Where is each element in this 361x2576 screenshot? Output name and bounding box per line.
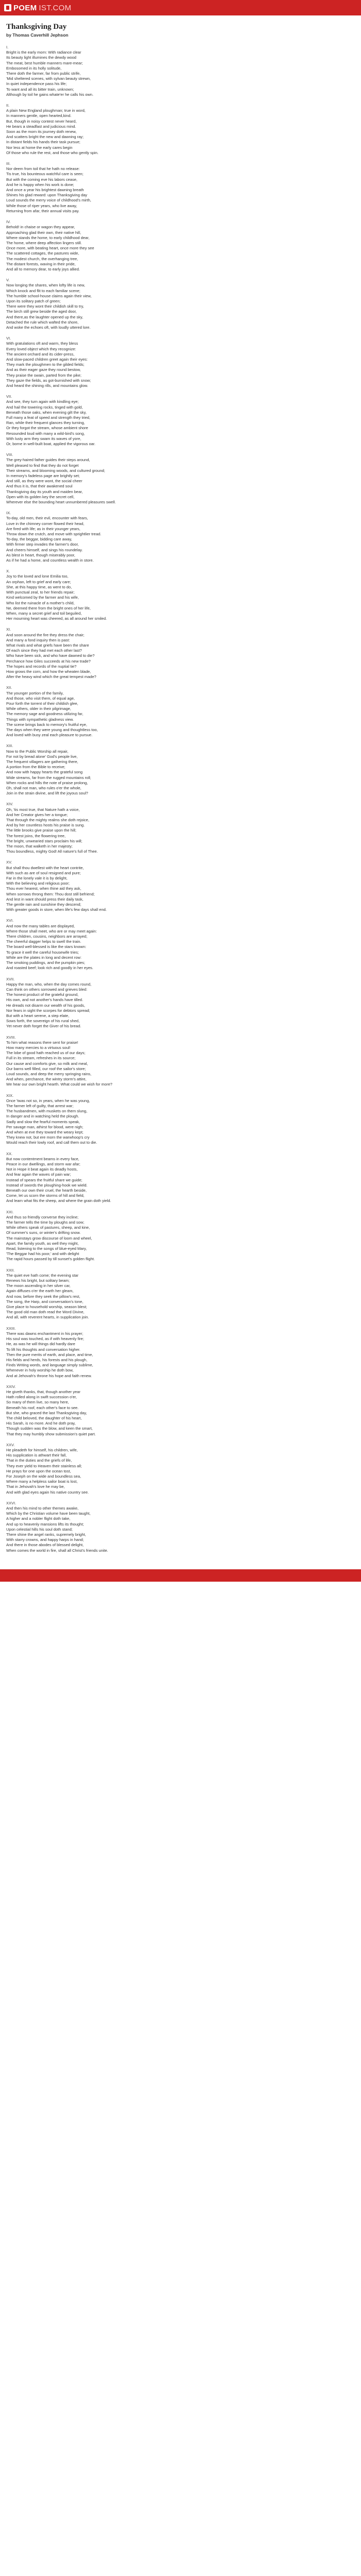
- poem-line: Of those who rule the rest, and those who gently spin.: [6, 150, 99, 155]
- poem-line: Our barns well filled, our roof the sailor's store;: [6, 1066, 86, 1071]
- poem-line: Resounded loud with many a wild-bird's song,: [6, 431, 85, 436]
- stanza-numeral: XXII.: [6, 1267, 15, 1273]
- poem-line: He bears a steadfast and judicious mind.: [6, 124, 76, 129]
- poem-line: She, at this happy time, as went to do,: [6, 584, 72, 589]
- poem-line: But, though in noisy contest never heard,: [6, 118, 77, 124]
- poem-line: There was dawns enchantment in his prayer;: [6, 1331, 84, 1336]
- stanza: [6, 1210, 355, 1262]
- poem-line: That in the duties and the griefs of life,: [6, 1458, 72, 1463]
- poem-line: And now, before they seek the pillow's rest,: [6, 1294, 80, 1299]
- poem-line: His own, and not another's hands have tilled.: [6, 997, 84, 1003]
- stanza-numeral: XIV.: [6, 802, 13, 807]
- stanza-numeral: XIII.: [6, 743, 13, 749]
- author-link[interactable]: by Thomas Caverhill Jephson: [6, 32, 69, 38]
- poem-line: Nor fears in sight the scorpes for debtors spread;: [6, 1008, 90, 1013]
- poem-line: We hear our own bright hearth. What could we wish for more?: [6, 1082, 112, 1087]
- poem-line: With greater goods in store, when life's few days shall end.: [6, 907, 107, 912]
- poem-line: In manners gentle, open hearted,kind.: [6, 113, 72, 118]
- poem-line: With punctual zeal, to her friends repair;: [6, 590, 75, 595]
- poem-line: Of summer's suns, or winter's drifting snow.: [6, 1230, 81, 1235]
- poem-line: As if he had a home, and countless wealth in store.: [6, 558, 94, 563]
- poem-line: The rapid hours passed by till sunset's golden flight.: [6, 1257, 95, 1262]
- poem-line: The frequent villagers are gathering there,: [6, 759, 78, 764]
- poem-line: With the believing and religious poor;: [6, 881, 70, 886]
- stanza-numeral: XXI.: [6, 1209, 14, 1214]
- poem-line: His supplication is athwart their fall,: [6, 1453, 67, 1458]
- poem-line: His fields and herds, his forests and his plough,: [6, 1357, 88, 1362]
- poem-line: A higher and a nobler flight doth take,: [6, 1516, 71, 1521]
- poem-line: The song, the Harp, and conversation's tone,: [6, 1299, 84, 1304]
- poem-line: The meat, best humble manners mare-mear;: [6, 60, 83, 65]
- stanza: [6, 1326, 355, 1379]
- stanza: [6, 1443, 355, 1495]
- poem-line: They praise the swain, parted from the pike;: [6, 372, 81, 378]
- poem-line: How many mercies to a virtuous soul!: [6, 1045, 71, 1050]
- poem-line: While others, older in their pilgrimage,: [6, 706, 71, 711]
- poem-line: Peace in our dwellings, and storm war afar;: [6, 1162, 80, 1166]
- poem-line: The husbandmen, with muskets on them slung,: [6, 1109, 88, 1114]
- poem-line: Who have been sick, and who have dawned to die?: [6, 653, 95, 658]
- poem-line: He dreads not disarm our wealth of his goods,: [6, 1003, 85, 1008]
- poem-line: Sadly and slow the fearful moments speak,: [6, 1119, 80, 1124]
- poem-line: He, as was he will things did hardly dare: [6, 1342, 75, 1347]
- poem-line: The mainstays grow discourse of loom and wheel,: [6, 1235, 92, 1241]
- poem-line: And now the many tables are displayed,: [6, 923, 75, 928]
- poem-line: His soul was touched, as if with heavenly fire;: [6, 1336, 84, 1342]
- stanza: [6, 918, 355, 971]
- poem-line: The lobe of good hath reached us of our days;: [6, 1050, 86, 1056]
- poem-line: And there,as the laughter opened up the sky,: [6, 314, 84, 319]
- stanza: [6, 45, 355, 97]
- poem-line: Though sudden was the blow, and keen the smart,: [6, 1426, 93, 1431]
- stanza: [6, 1384, 355, 1437]
- poem-line: The distant forests, waving in their pride,: [6, 261, 76, 266]
- poem-line: And lest in want should press their daily task,: [6, 896, 84, 902]
- poem-line: He prays for one upon the ocean tost,: [6, 1468, 71, 1473]
- stanza-numeral: XX.: [6, 1151, 13, 1156]
- poem-line: And scatters bright the new and dawning ray;: [6, 134, 84, 140]
- poem-line: Wide streams, far from the rugged mountains roll;: [6, 775, 91, 780]
- poem-line: But shall thou dwellest with the heart contrite,: [6, 865, 84, 870]
- stanza: [6, 103, 355, 156]
- poem-line: Are fired with life; as in their younger years,: [6, 526, 80, 531]
- stanza-numeral: V.: [6, 278, 10, 283]
- poem-line: And roasted beef; look rich and goodly in her eyes.: [6, 965, 93, 971]
- poem-line: And up to heavenly mansions lifts its thought;: [6, 1521, 84, 1527]
- stanza-numeral: XXIII.: [6, 1326, 16, 1331]
- poem-line: Shines his glad reward: upon Thanksgiving day: [6, 193, 88, 198]
- stanza: [6, 977, 355, 1029]
- poem-line: Oh, 'tis most true, that Nature hath a voice,: [6, 807, 80, 812]
- poem-line: The ancient orchard and its cider-press,: [6, 351, 75, 357]
- poem-line: The scattered cottages, the pastures wide,: [6, 251, 79, 256]
- poem-line: Full in its stream, refreshes in its source;: [6, 1056, 76, 1061]
- poem-line: Would reach their lowly roof, and call them out to die.: [6, 1140, 97, 1145]
- poem-line: He pleadeth for himself, his children, wife,: [6, 1447, 78, 1452]
- poem-line: The farmer tells the time by ploughs and sow;: [6, 1220, 85, 1225]
- stanza-numeral: II.: [6, 103, 10, 108]
- poem-line: The cheerful dagger helps to swell the train.: [6, 939, 81, 944]
- stanza-numeral: XVIII.: [6, 1035, 16, 1040]
- poem-line: With starry crowns, and happy harps in hand;: [6, 1537, 84, 1543]
- stanza: [6, 452, 355, 505]
- poem-line: The board well-blessed is like the stars known:: [6, 944, 87, 950]
- poem-line: To lift his thoughts and conversation higher.: [6, 1347, 80, 1352]
- poem-line: After the heavy wind which the great tempest made?: [6, 674, 96, 680]
- poem-line: And hail the towering rocks, tinged with gold,: [6, 404, 83, 410]
- poem-line: The moon, that walketh in her majesty;: [6, 844, 73, 849]
- stanza: [6, 1151, 355, 1204]
- poem-line: Wherever else the bounding heart unnumbered pleasures swell.: [6, 500, 116, 505]
- poem-line: Loud sounds, and deep the merry springing rains,: [6, 1071, 92, 1076]
- poem-line: Loud sounds the merry voice of childhood's mirth,: [6, 198, 91, 203]
- poem-line: Now to the Public Worship all repair,: [6, 749, 69, 754]
- poem-line: And cheers himself, and sings his roundelay.: [6, 547, 83, 552]
- poem-line: They gaze the fields, as got-burnished with snow;: [6, 378, 91, 383]
- poem-line: Beneath his roof, each other's face to see.: [6, 1405, 79, 1410]
- poem-line: There doth the farmer, far from public strife,: [6, 71, 81, 76]
- poem-line: His Sarah, is no more. And he doth pray,: [6, 1421, 76, 1426]
- poem-line: Where many a helpless sailor boat is lost,: [6, 1479, 78, 1484]
- poem-line: The moon ascending in her silver car,: [6, 1283, 71, 1289]
- poem-line: Bright is the early morn: With radiance clear: [6, 50, 81, 55]
- stanza-numeral: IV.: [6, 219, 11, 225]
- poem-line: Well pleased to find that they do not forget: [6, 463, 79, 468]
- stanza: [6, 394, 355, 447]
- poem-line: There were they wont their childish skill to try,: [6, 304, 84, 309]
- poem-line: The younger portion of the family,: [6, 690, 64, 696]
- poem-line: They knew not, but ere morn the warwhoop's cry: [6, 1135, 90, 1140]
- poem-line: To grace it well the careful housewife tries;: [6, 950, 79, 955]
- poem-line: And learn what fits the sheep, and where the grain doth yield.: [6, 1198, 111, 1204]
- stanza: [6, 860, 355, 912]
- poem-line: Which by the Christian volume have been taught,: [6, 1511, 91, 1516]
- poem-line: And many a fond inquiry then is past:: [6, 637, 70, 642]
- poem-line: To-day, the beggar, bidding care away,: [6, 537, 72, 542]
- poem-line: What rivals and what griefs have been the share: [6, 642, 89, 648]
- poem-line: Upon its solitary patch of green;: [6, 298, 61, 303]
- poem-line: Detached the rule which wafted the shore,: [6, 319, 79, 325]
- poem-line: Instead of spears the fruitful share we guide;: [6, 1177, 83, 1182]
- poem-line: To-day, old men, their evil, encounter with fears,: [6, 516, 88, 521]
- poem-line: And fear again the waves of pain war;: [6, 1172, 71, 1177]
- stanza: [6, 685, 355, 738]
- poem-line: He giveth thanks, that, though another year: [6, 1389, 80, 1394]
- poem-line: Where stands the home, to early childhood dear,: [6, 235, 90, 240]
- poem-line: Give place to household worship, season blest;: [6, 1304, 87, 1310]
- stanza-numeral: X.: [6, 569, 10, 574]
- poem-line: And her Creator gives her a tongue;: [6, 812, 68, 817]
- poem-line: And as their eager gaze they round bestow,: [6, 367, 81, 372]
- poem-line: That through the mighty realms she doth rejoice,: [6, 818, 89, 823]
- poem-line: The scene brings back to memory's fruitful eye,: [6, 722, 87, 727]
- poem-line: The grey-haired father guides their steps around,: [6, 457, 90, 463]
- poem-line: And those, who visit them, of equal age,: [6, 696, 75, 701]
- poem-line: Apart, the family youth, as well they might,: [6, 1241, 79, 1246]
- stanza-numeral: XVII.: [6, 976, 15, 981]
- poem-line: As blest in heart, though miserably poor,: [6, 552, 75, 557]
- site-header: [0, 0, 361, 15]
- poem-line: Where those shall meet, who are or may meet again:: [6, 928, 97, 934]
- poem-line: The birch still grew beside the aged door,: [6, 309, 77, 314]
- poem-line: Finds Writing words, and language simply sublime,: [6, 1363, 93, 1368]
- poem-line: Although by toil he gains whate'er he calls his own.: [6, 92, 94, 97]
- poem-line: They mark the ploughmen to the gilded fields;: [6, 362, 85, 367]
- stanza-numeral: XXV.: [6, 1442, 15, 1447]
- poem-line: To want and all its bitter train, unknown;: [6, 87, 74, 92]
- poem-line: Embosomed in its holly solitude,: [6, 65, 62, 71]
- poem-line: To him what reasons there sent for praise!: [6, 1040, 78, 1045]
- stanza-numeral: IX.: [6, 511, 11, 516]
- poem-line: For not by bread alone' God's people live,: [6, 754, 78, 759]
- poem-line: And with glad eyes again his native country see.: [6, 1489, 89, 1495]
- logo-suffix: IST.COM: [39, 3, 72, 12]
- poem-line: Come, let us scorn the storms of hill and field,: [6, 1193, 85, 1198]
- poem-line: And thus it is, that their awakened soul: [6, 484, 73, 489]
- poem-content: [0, 15, 361, 1569]
- poem-line: Ran, while their frequent glances they turning,: [6, 420, 85, 426]
- poem-line: When, many a secret grief and toil beguiled,: [6, 611, 82, 616]
- site-footer: [0, 1569, 361, 1582]
- poem-line: Thou ever hearest, when thine aid they ask,: [6, 886, 81, 891]
- poem-line: Or, borne in well-built boat, applied the vigorous oar.: [6, 442, 96, 447]
- stanza-numeral: VIII.: [6, 452, 13, 457]
- poem-line: The little brooks give praise upon the hill;: [6, 828, 76, 833]
- poem-line: Happy the man, who, when the day comes round,: [6, 981, 92, 987]
- poem-line: And woke the echoes oft, with loudly uttered lore.: [6, 325, 91, 330]
- poem-line: Who list the ruinacle of a mother's child,: [6, 600, 75, 605]
- poem-line: And now with happy hearts the grateful song: [6, 770, 83, 775]
- poem-line: Beneath those oaks, when evening gilt the sky,: [6, 410, 87, 415]
- poem-line: When sorrows throng them: Thou dost still befriend;: [6, 891, 95, 896]
- poem-line: Kind welcomed by the farmer and his wife,: [6, 595, 79, 600]
- stanza: [6, 1093, 355, 1146]
- poem-line: A portion from the Bible to receive;: [6, 765, 65, 770]
- poem-line: Nor less at home the early cares begin: [6, 145, 73, 150]
- poem-line: Of each since they had met each other last?: [6, 648, 82, 653]
- poem-line: Joy to the loved and lone Emilia too,: [6, 574, 69, 579]
- poem-line: Can think on others sorrowed and grieves bled:: [6, 987, 88, 992]
- stanza-numeral: XXIV.: [6, 1384, 16, 1389]
- poem-line: And all, with reverent hearts, in supplication join.: [6, 1315, 89, 1320]
- poem-line: The honest product of the grateful ground,: [6, 992, 79, 997]
- stanza: [6, 569, 355, 621]
- poem-line: There children, cousins, neighbors are arrayed;: [6, 934, 88, 939]
- poem-line: Upon celestial hills his soul doth stand;: [6, 1527, 73, 1532]
- poem-line: While are the plates in long and decent row:: [6, 955, 81, 960]
- poem-line: Behold! in chaise or wagon they appear,: [6, 225, 75, 230]
- poem-line: The days when they were young and thoughtless too,: [6, 727, 98, 732]
- poem-title: Thanksgiving Day: [6, 23, 67, 31]
- poem-line: While those of riper years, who live away,: [6, 203, 77, 208]
- poem-line: Once 'twas not so, in years, when he was young,: [6, 1098, 90, 1103]
- poem-line: Full many a feat of speed and strength they tried,: [6, 415, 91, 420]
- poem-line: Once more, with beating heart, once more they see: [6, 246, 94, 251]
- stanza: [6, 511, 355, 563]
- poem-line: And there in those abodes of blessed delight,: [6, 1543, 84, 1548]
- poem-line: Soon as the morn its journey doth renew,: [6, 129, 77, 134]
- poem-line: The home, where deep affection lingers still.: [6, 240, 82, 245]
- poem-line: An orphan, left to grief and early care;: [6, 579, 71, 584]
- stanza: [6, 743, 355, 796]
- poem-line: Yet never doth forget the Giver of his bread.: [6, 1024, 81, 1029]
- poem-line: Thou boundless, mighty God! All nature's full of Thee.: [6, 849, 98, 854]
- poem-line: Her mourning heart was cheered, as all around her smiled.: [6, 616, 107, 621]
- poem-line: That they may humbly show submission's quiet part.: [6, 1431, 96, 1436]
- poem-line: Or they forgot the stream, whose ambient shore: [6, 426, 88, 431]
- poem-line: Now longing the shares, when lofty life is new,: [6, 283, 85, 288]
- poem-line: Love in the chimney corner flowed their head,: [6, 521, 85, 526]
- poem-line: The quiet eve hath come; the evening star: [6, 1273, 79, 1278]
- poem-line: Whenever in holy worship he doth bow,: [6, 1368, 74, 1373]
- poem-line: Things with sympathetic gladness view.: [6, 717, 74, 722]
- poem-line: The good old man doth read the Word Divine,: [6, 1310, 85, 1315]
- poem-line: Nor deem from toil that he hath no release:: [6, 166, 80, 172]
- stanza: [6, 336, 355, 388]
- logo-prefix: POEM: [13, 3, 37, 12]
- poem-line: Perchance how Giles succeeds at his new trade?: [6, 658, 91, 664]
- poem-line: The smoking puddings, and the pumpkin pies;: [6, 960, 86, 965]
- poem-line: In quiet independence pass his life;: [6, 81, 67, 87]
- poem-line: Ne, deemed there from the bright ones of her life,: [6, 605, 91, 611]
- poem-body: [6, 45, 355, 1553]
- stanza-numeral: VI.: [6, 336, 11, 341]
- poem-line: And thus so friendly converse they incline;: [6, 1214, 79, 1219]
- stanza-numeral: VII.: [6, 394, 12, 399]
- poem-line: But with the coming eve his labors cease,: [6, 177, 77, 182]
- poem-line: And he is happy when his work is done;: [6, 182, 74, 187]
- poem-line: The bright, unwearied stars proclaim his will;: [6, 838, 83, 843]
- poem-line: And once a year his brightest dawning breath: [6, 188, 84, 193]
- poem-line: The memory sage and goodness utilizing far,: [6, 711, 84, 717]
- poem-line: While others speak of pastures, sheep, and kine,: [6, 1225, 90, 1230]
- stanza-numeral: I.: [6, 45, 9, 49]
- poem-line: Their streams, and blooming woods, and cultured ground;: [6, 468, 105, 473]
- poem-line: And at Jehovah's throne his hope and faith renew.: [6, 1373, 92, 1378]
- poem-line: And then his mind to other themes awake,: [6, 1505, 79, 1511]
- poem-line: And loved with busy zeal each pleasure to pursue.: [6, 733, 93, 738]
- poem-line: So many of them live, so many here,: [6, 1400, 69, 1405]
- poem-line: When comes the world in fire, shall all Christ's friends unite.: [6, 1548, 108, 1553]
- poem-line: Tis true, his bounteous watchful care is seen;: [6, 172, 84, 177]
- poem-line: In memory's fadeless page are brightly set;: [6, 473, 80, 479]
- poem-line: And still, as they were wont, the social cheer: [6, 479, 83, 484]
- poem-line: The hopes and records of the nuptial tie?: [6, 664, 77, 669]
- poem-line: 'The Beggar had his poor,' and with delight: [6, 1251, 79, 1257]
- poem-line: In distant fields his hands their task pursue;: [6, 140, 80, 145]
- stanza-numeral: XXVI.: [6, 1500, 17, 1505]
- stanza: [6, 1035, 355, 1088]
- stanza-numeral: XIX.: [6, 1093, 14, 1098]
- poem-line: With firmer step invades the farmer's door,: [6, 542, 79, 547]
- poem-line: But she, who graced the last Thanksgiving day,: [6, 1410, 87, 1415]
- poem-line: The gentle rain and sunshine they descend;: [6, 902, 81, 907]
- stanza: [6, 161, 355, 214]
- poem-line: Join in the strain divine, and lift the joyous soul?: [6, 791, 88, 796]
- poem-line: Returning from afar, their annual visits pay.: [6, 208, 80, 213]
- stanza: [6, 1501, 355, 1553]
- stanza-numeral: XVI.: [6, 918, 14, 923]
- poem-line: Beneath our own their cruel, the hearth beside,: [6, 1188, 87, 1193]
- poem-line: With lusty arm they swam its waves of yore,: [6, 436, 81, 441]
- poem-line: But now contentment beams in every face,: [6, 1156, 79, 1161]
- stanza-numeral: III.: [6, 161, 11, 166]
- poem-line: Again diffuses o'er the earth her gleam,: [6, 1289, 74, 1294]
- poem-line: Throw down the crutch, and move with sprightlier tread.: [6, 532, 102, 537]
- poem-line: Every loved object which they recognize:: [6, 346, 76, 351]
- poem-line: There shine the angel ranks, supremely bright,: [6, 1532, 86, 1537]
- poem-line: Which knock and flit to each familiar scene;: [6, 288, 80, 293]
- poem-line: Far in the lonely vale it is by delight,: [6, 876, 68, 881]
- stanza: [6, 627, 355, 680]
- poem-line: With such as are of soul resigned and pure;: [6, 870, 81, 875]
- poem-line: And heard the shining rills, and mountains glow.: [6, 383, 88, 388]
- poem-line: And soon around the fire they dress the chair;: [6, 632, 85, 637]
- stanza-numeral: XV.: [6, 860, 12, 865]
- poem-line: And slow-paced children greet again their eyes:: [6, 357, 88, 362]
- stanza: [6, 219, 355, 272]
- poem-line: The child beloved, the daughter of his heart,: [6, 1415, 82, 1420]
- poem-line: The humble school-house claims again their view,: [6, 293, 92, 298]
- poem-line: Our cause and comforts give, so milk and meal,: [6, 1061, 88, 1066]
- poem-line: They ever yield to Heaven their stainless all;: [6, 1463, 82, 1468]
- stanza: [6, 278, 355, 330]
- poem-line: In danger and in watching held the plough.: [6, 1114, 79, 1119]
- poem-line: The forest joins, the flowering tree,: [6, 833, 66, 838]
- poem-line: And see, they turn again with kindling eye;: [6, 399, 79, 404]
- poem-line: Sows forth, the sovereign of his rural shed,: [6, 1019, 80, 1024]
- logo-icon: [4, 4, 11, 11]
- poem-line: Hath rolled along in swift succession o'er,: [6, 1395, 77, 1400]
- stanza-numeral: XI.: [6, 627, 11, 632]
- stanza: [6, 1268, 355, 1320]
- poem-line: And all to memory dear, to early joys allied.: [6, 266, 80, 272]
- poem-line: Not in Hope it beat again its deadly hosts,: [6, 1167, 78, 1172]
- poem-author[interactable]: [6, 32, 355, 38]
- poem-line: When rocks and hills the note of praise prolong,: [6, 780, 88, 785]
- poem-line: That in Jehovah's love he may be,: [6, 1484, 65, 1489]
- poem-line: 'Mid sheltered scenes, with sylvan beauty strewn,: [6, 76, 91, 81]
- site-logo[interactable]: [4, 4, 71, 12]
- poem-line: Then the pure merits of earth, and place, and time,: [6, 1352, 93, 1357]
- poem-line: Its beauty light illumines the dewdy wood: [6, 55, 76, 60]
- poem-line: And by her countless hosts his praise is sung.: [6, 823, 85, 828]
- poem-line: And when, perchance, the wintry storm's attire,: [6, 1077, 87, 1082]
- poem-line: Pour forth the torrent of their childish glee,: [6, 701, 78, 706]
- poem-line: A plain New England ploughman; true in word,: [6, 108, 86, 113]
- poem-line: Thanksgiving day its youth and maiden bear,: [6, 489, 83, 494]
- poem-line: How grows the corn, and how the wheaten blade,: [6, 669, 91, 674]
- poem-line: Instead of swords the ploughing-hook we wield.: [6, 1182, 88, 1188]
- poem-line: But with a heart serene, a step elate,: [6, 1013, 70, 1018]
- poem-line: The farmer left of guilty, that arrest war;: [6, 1103, 74, 1108]
- poem-line: For Joseph on the wide and boundless sea,: [6, 1473, 81, 1479]
- poem-line: The modest church, the overhanging tree,: [6, 256, 78, 261]
- poem-line: Per savage man, athirst for blood, were nigh;: [6, 1124, 84, 1129]
- poem-line: Open with its golden key the secret cell,: [6, 494, 75, 499]
- poem-line: Renews his bright, but solitary beam;: [6, 1278, 70, 1283]
- poem-line: And when at eve they toward the weary kept;: [6, 1129, 84, 1134]
- poem-line: Read, listening to the songs of blue-eyed Mary,: [6, 1246, 87, 1251]
- poem-line: With gratulations oft and warm, they bless: [6, 341, 78, 346]
- stanza-numeral: XII.: [6, 685, 12, 690]
- poem-line: Approaching glad their own, their native hill,: [6, 230, 81, 235]
- stanza: [6, 802, 355, 854]
- poem-line: Oh, shall not man, who rules o'er the whole,: [6, 786, 81, 790]
